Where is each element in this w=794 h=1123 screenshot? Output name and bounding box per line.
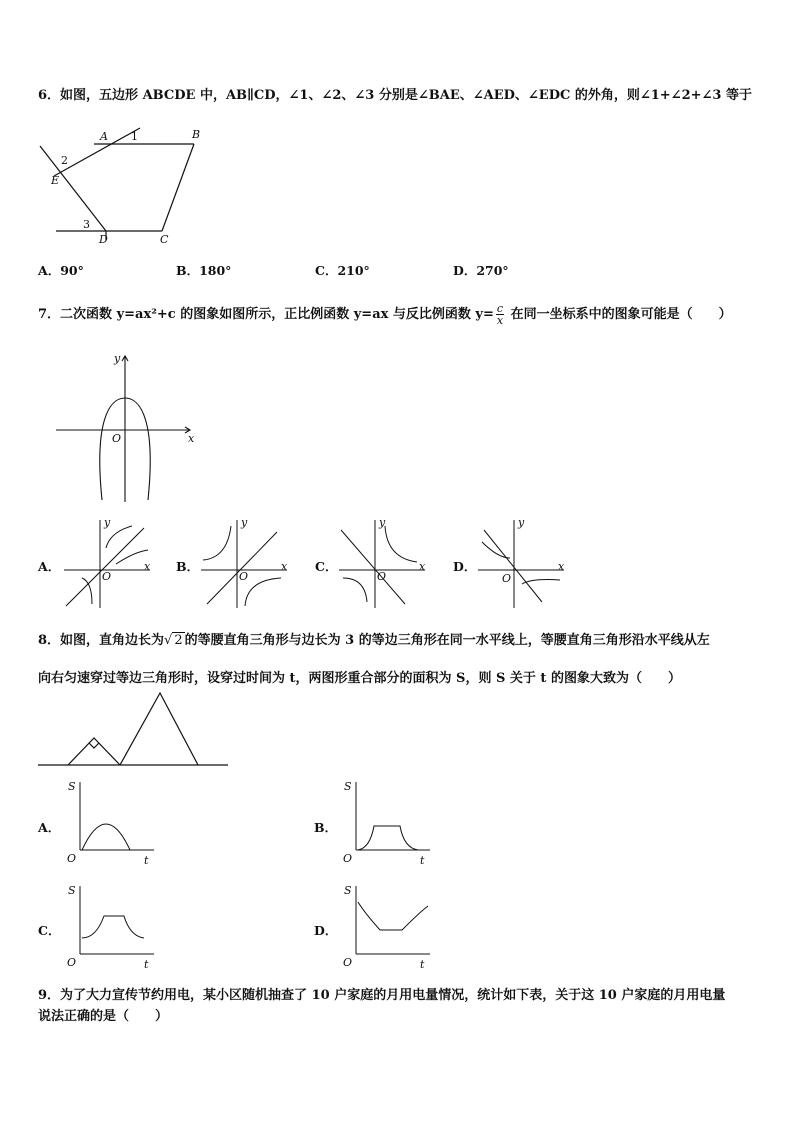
q6-option-d: D．270° (453, 263, 509, 278)
q7-b-x-label: x (281, 560, 288, 573)
q8-d-s-label: S (344, 884, 352, 897)
q9-line2: 说法正确的是（ ） (38, 1009, 169, 1024)
q8-option-b: B． (314, 820, 338, 835)
q7-option-a-graph (62, 518, 154, 610)
q7-parabola-graph (54, 352, 200, 504)
q7-d-y-label: y (518, 516, 525, 529)
q7-option-b-graph (199, 518, 291, 610)
q7-text (38, 303, 732, 326)
q6-option-c: C．210° (315, 263, 370, 278)
q8-b-t-label: t (420, 854, 425, 867)
q6-label-B: B (192, 128, 201, 141)
q8-triangles-figure (36, 690, 230, 768)
q7-c-x-label: x (419, 560, 426, 573)
q8-text-part2: 的等腰直角三角形与边长为 3 的等边三角形在同一水平线上，等腰直角三角形沿水平线从左 (184, 633, 710, 648)
q8-c-t-label: t (144, 958, 149, 971)
q8-a-origin: O (67, 852, 77, 865)
q7-frac-den: x (496, 314, 504, 327)
q8-c-s-label: S (68, 884, 76, 897)
q6-label-E: E (51, 174, 60, 187)
q7-option-b: B． (176, 559, 200, 574)
q8-option-d: D． (314, 923, 338, 938)
q7-b-y-label: y (241, 516, 248, 529)
q7-main-x-label: x (188, 432, 195, 445)
q7-a-origin: O (102, 570, 112, 583)
q7-option-c-graph (337, 518, 429, 610)
q6-label-C: C (160, 233, 169, 246)
q6-label-3: 3 (83, 218, 90, 231)
q7-option-d-graph (476, 518, 568, 610)
q9-line1: 9．为了大力宣传节约用电，某小区随机抽查了 10 户家庭的月用电量情况，统计如下表，关于这 10 户家庭的月用电量 (38, 988, 726, 1003)
q7-c-y-label: y (379, 516, 386, 529)
q8-c-origin: O (67, 956, 77, 969)
q7-option-a: A． (38, 559, 61, 574)
q8-a-s-label: S (68, 780, 76, 793)
q7-b-origin: O (239, 570, 249, 583)
q8-d-t-label: t (420, 958, 425, 971)
q7-fraction (496, 303, 504, 326)
q6-label-D: D (99, 233, 108, 246)
q7-frac-num: c (496, 302, 504, 315)
q7-text-part1: 7．二次函数 y=ax²+c 的图象如图所示，正比例函数 y=ax 与反比例函数 y= (38, 307, 494, 322)
q6-pentagon-figure (34, 124, 214, 250)
q6-label-A: A (100, 130, 108, 143)
q7-a-y-label: y (104, 516, 111, 529)
q6-option-a: A．90° (38, 263, 84, 278)
q8-b-origin: O (343, 852, 353, 865)
q7-option-c: C． (315, 559, 338, 574)
q7-text-part2: 在同一坐标系中的图象可能是（ ） (506, 307, 732, 322)
q6-label-1: 1 (131, 130, 138, 143)
q8-option-c-graph (64, 882, 156, 972)
q8-b-s-label: S (344, 780, 352, 793)
q7-option-d: D． (453, 559, 477, 574)
q8-text-part1: 8．如图，直角边长为 (38, 633, 165, 648)
q7-main-origin: O (112, 432, 122, 445)
q7-d-x-label: x (558, 560, 565, 573)
q7-a-x-label: x (144, 560, 151, 573)
q8-option-d-graph (340, 882, 432, 972)
q8-line1 (38, 629, 710, 648)
q8-option-b-graph (340, 778, 432, 868)
q8-option-a-graph (64, 778, 156, 868)
q7-d-origin: O (502, 572, 512, 585)
q8-d-origin: O (343, 956, 353, 969)
q8-line2: 向右匀速穿过等边三角形时，设穿过时间为 t，两图形重合部分的面积为 S，则 S 关于 t 的图象大致为（ ） (38, 671, 681, 686)
q7-main-y-label: y (114, 352, 121, 365)
q8-option-a: A． (38, 820, 61, 835)
q6-label-2: 2 (61, 154, 68, 167)
q8-sqrt: √ 2 (164, 633, 183, 648)
q7-c-origin: O (377, 570, 387, 583)
q6-option-b: B．180° (176, 263, 232, 278)
q6-text: 6．如图，五边形 ABCDE 中，AB∥CD，∠1、∠2、∠3 分别是∠BAE、∠AED、∠EDC 的外角，则∠1+∠2+∠3 等于 (38, 88, 752, 103)
q8-option-c: C． (38, 923, 61, 938)
q8-a-t-label: t (144, 854, 149, 867)
